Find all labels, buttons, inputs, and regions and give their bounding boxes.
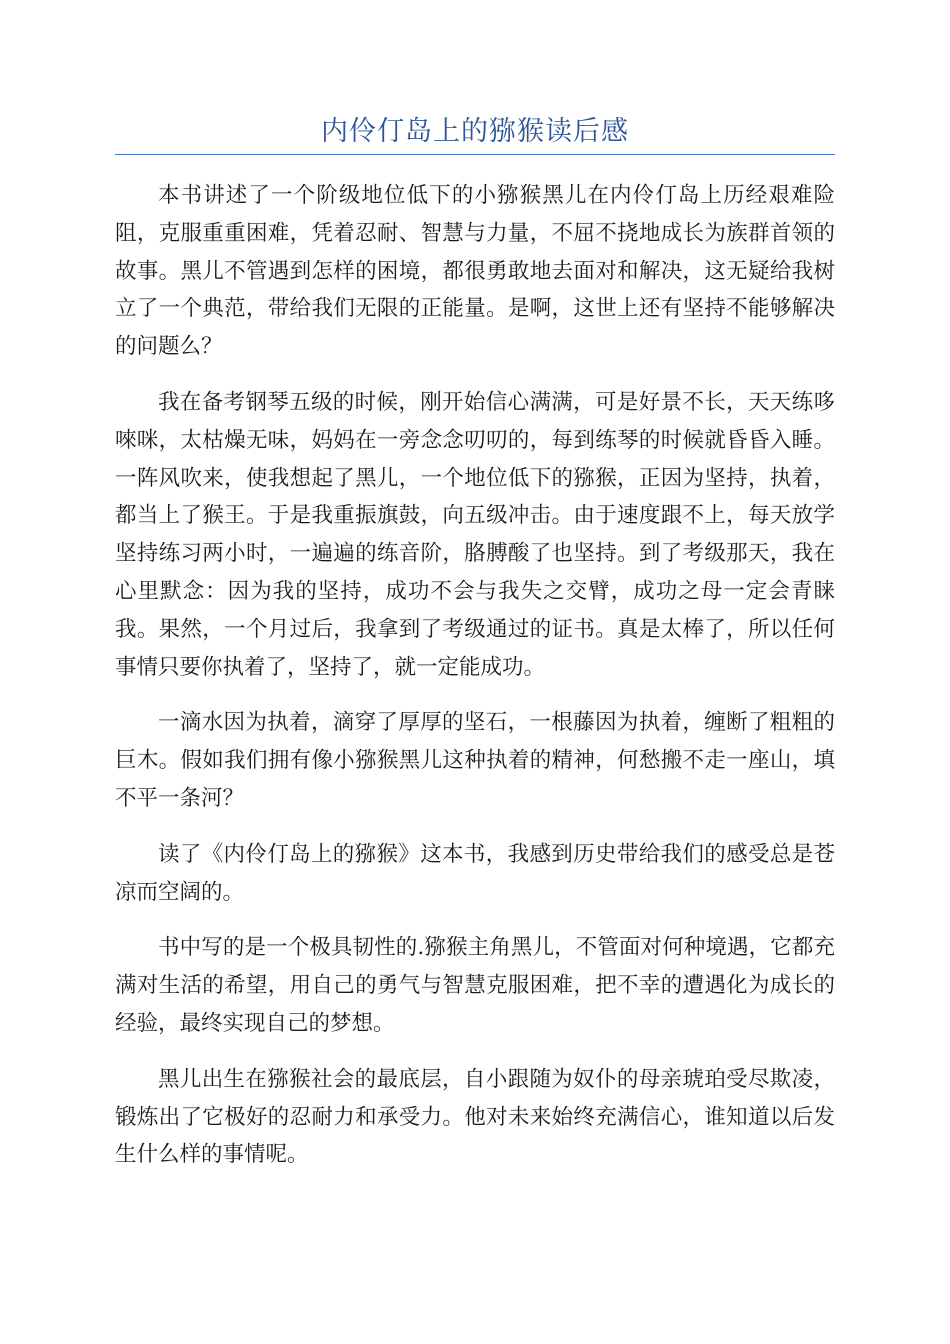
paragraph-1: 本书讲述了一个阶级地位低下的小猕猴黑儿在内伶仃岛上历经艰难险阻，克服重重困难，凭着忍耐、智慧与力量，不屈不挠地成长为族群首领的故事。黑儿不管遇到怎样的困境，都很勇敢地去面对和解决，这无疑给我树立了一个典范，带给我们无限的正能量。是啊，这世上还有坚持不能够解决的问题么？ xyxy=(115,183,835,360)
document-title: 内伶仃岛上的猕猴读后感 xyxy=(321,116,629,147)
paragraph-6: 黑儿出生在猕猴社会的最底层，自小跟随为奴仆的母亲琥珀受尽欺凌，锻炼出了它极好的忍耐力和承受力。他对未来始终充满信心，谁知道以后发生什么样的事情呢。 xyxy=(115,1066,835,1168)
document-body xyxy=(115,177,835,1192)
paragraph-2: 我在备考钢琴五级的时候，刚开始信心满满，可是好景不长，天天练哆唻咪，太枯燥无味，妈妈在一旁念念叨叨的，每到练琴的时候就昏昏入睡。一阵风吹来，使我想起了黑儿，一个地位低下的猕猴，正因为坚持，执着，都当上了猴王。于是我重振旗鼓，向五级冲击。由于速度跟不上，每天放学坚持练习两小时，一遍遍的练音阶，胳膊酸了也坚持。到了考级那天，我在心里默念：因为我的坚持，成功不会与我失之交臂，成功之母一定会青睐我。果然，一个月过后，我拿到了考级通过的证书。真是太棒了，所以任何事情只要你执着了，坚持了，就一定能成功。 xyxy=(115,389,835,680)
paragraph-3: 一滴水因为执着，滴穿了厚厚的坚石，一根藤因为执着，缠断了粗粗的巨木。假如我们拥有像小猕猴黑儿这种执着的精神，何愁搬不走一座山，填不平一条河？ xyxy=(115,710,835,811)
paragraph-4: 读了《内伶仃岛上的猕猴》这本书，我感到历史带给我们的感受总是苍凉而空阔的。 xyxy=(115,841,835,905)
paragraph-5: 书中写的是一个极具韧性的.猕猴主角黑儿，不管面对何种境遇，它都充满对生活的希望，用自己的勇气与智慧克服困难，把不幸的遭遇化为成长的经验，最终实现自己的梦想。 xyxy=(115,935,835,1036)
title-underline xyxy=(115,154,835,155)
